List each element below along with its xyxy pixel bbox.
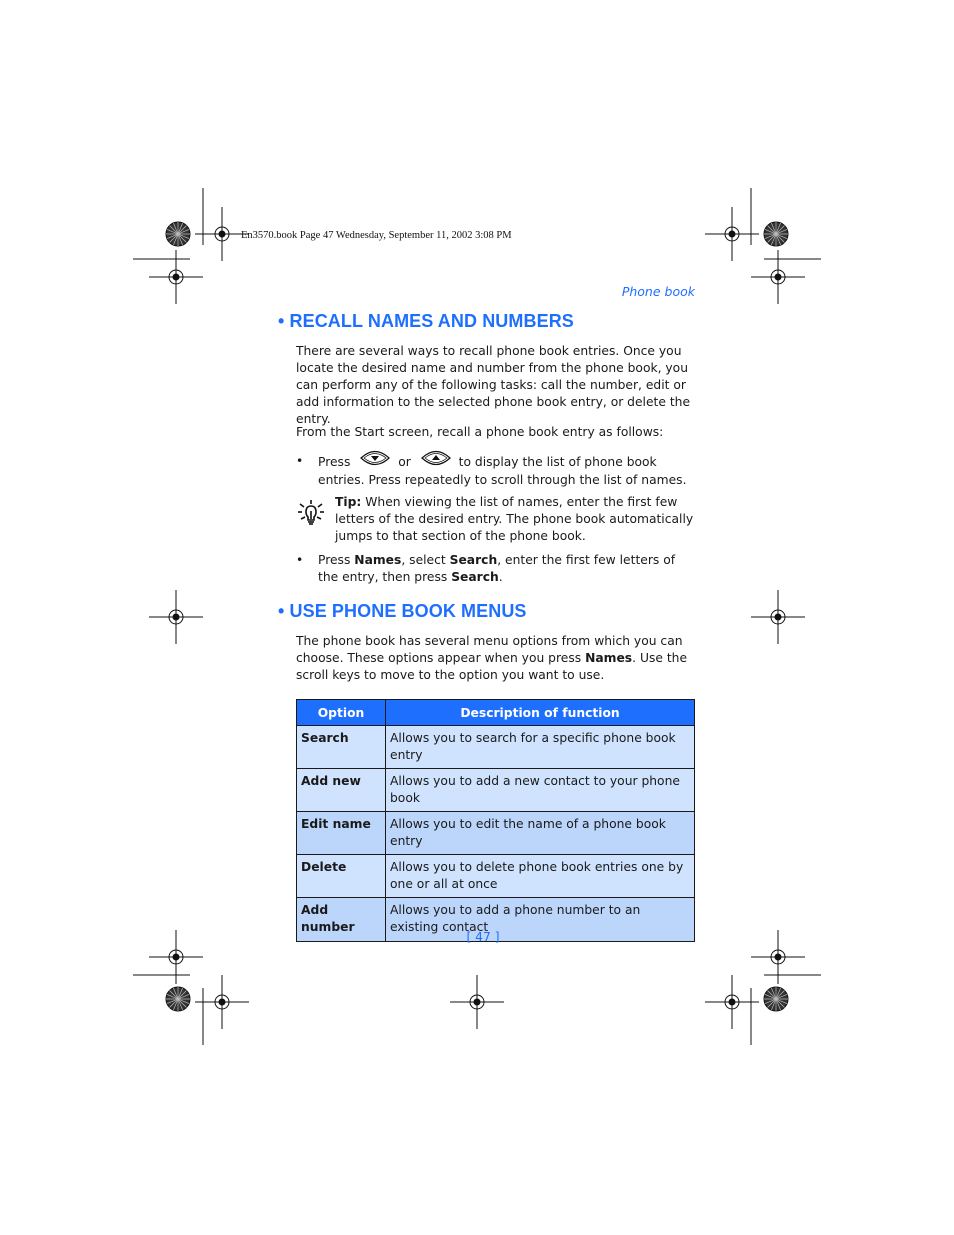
section-title-menus: • USE PHONE BOOK MENUS	[278, 601, 527, 621]
from-start-paragraph: From the Start screen, recall a phone book entry as follows:	[296, 425, 664, 439]
description-cell: Allows you to delete phone book entries one by one or all at once	[386, 855, 695, 898]
crop-marks	[133, 188, 821, 1045]
header-description: Description of function	[386, 700, 695, 726]
b2-select: , select	[401, 553, 450, 567]
page-number: [ 47 ]	[466, 930, 500, 944]
description-cell: Allows you to edit the name of a phone book entry	[386, 812, 695, 855]
description-cell: Allows you to search for a specific phone book entry	[386, 726, 695, 769]
b2-names: Names	[354, 553, 402, 567]
bullet-dot: •	[296, 553, 304, 567]
option-cell: Edit name	[297, 812, 386, 855]
b2-press: Press	[318, 553, 355, 567]
tip-label: Tip:	[335, 495, 362, 509]
bullet-dot: •	[296, 454, 304, 468]
bullet-or-label: or	[398, 455, 411, 469]
menus-intro-b: . Use the scroll keys to move to the option you want to use.	[296, 651, 688, 682]
running-head: Phone book	[621, 284, 695, 299]
color-wheel-icon	[166, 222, 788, 1011]
b2-search2: Search	[451, 570, 499, 584]
b2-period: .	[498, 570, 503, 584]
bullet-press-label: Press	[318, 455, 351, 469]
section-title-recall: • RECALL NAMES AND NUMBERS	[278, 311, 574, 331]
menus-intro-names: Names	[585, 651, 633, 665]
description-cell: Allows you to add a new contact to your phone book	[386, 769, 695, 812]
option-cell: Add new	[297, 769, 386, 812]
tip-text: When viewing the list of names, enter the first few letters of the desired entry. The phone book automatically jumps to that section of the phone book.	[335, 495, 694, 543]
recall-intro-paragraph: There are several ways to recall phone book entries. Once you locate the desired name and number from the phone book, you can perform any of the following tasks: call the number, edit or add information to the selected phone book entry, or delete the entry.	[296, 344, 691, 426]
option-cell: Search	[297, 726, 386, 769]
b2-enter: , enter the first few letters of the entry, then press	[318, 553, 676, 584]
bullet-press-rest: to display the list of phone book entries. Press repeatedly to scroll through the list of names.	[318, 455, 687, 487]
registration-mark-icon	[149, 207, 805, 1029]
menus-intro-a: The phone book has several menu options from which you can choose. These options appear when you press	[296, 634, 683, 665]
header-option: Option	[297, 700, 386, 726]
b2-search: Search	[449, 553, 498, 567]
description-cell: Allows you to add a phone number to an existing contact	[386, 898, 695, 942]
print-header: En3570.book Page 47 Wednesday, September 11, 2002 3:08 PM	[241, 230, 512, 241]
option-cell: Delete	[297, 855, 386, 898]
option-cell: Add number	[297, 898, 386, 942]
